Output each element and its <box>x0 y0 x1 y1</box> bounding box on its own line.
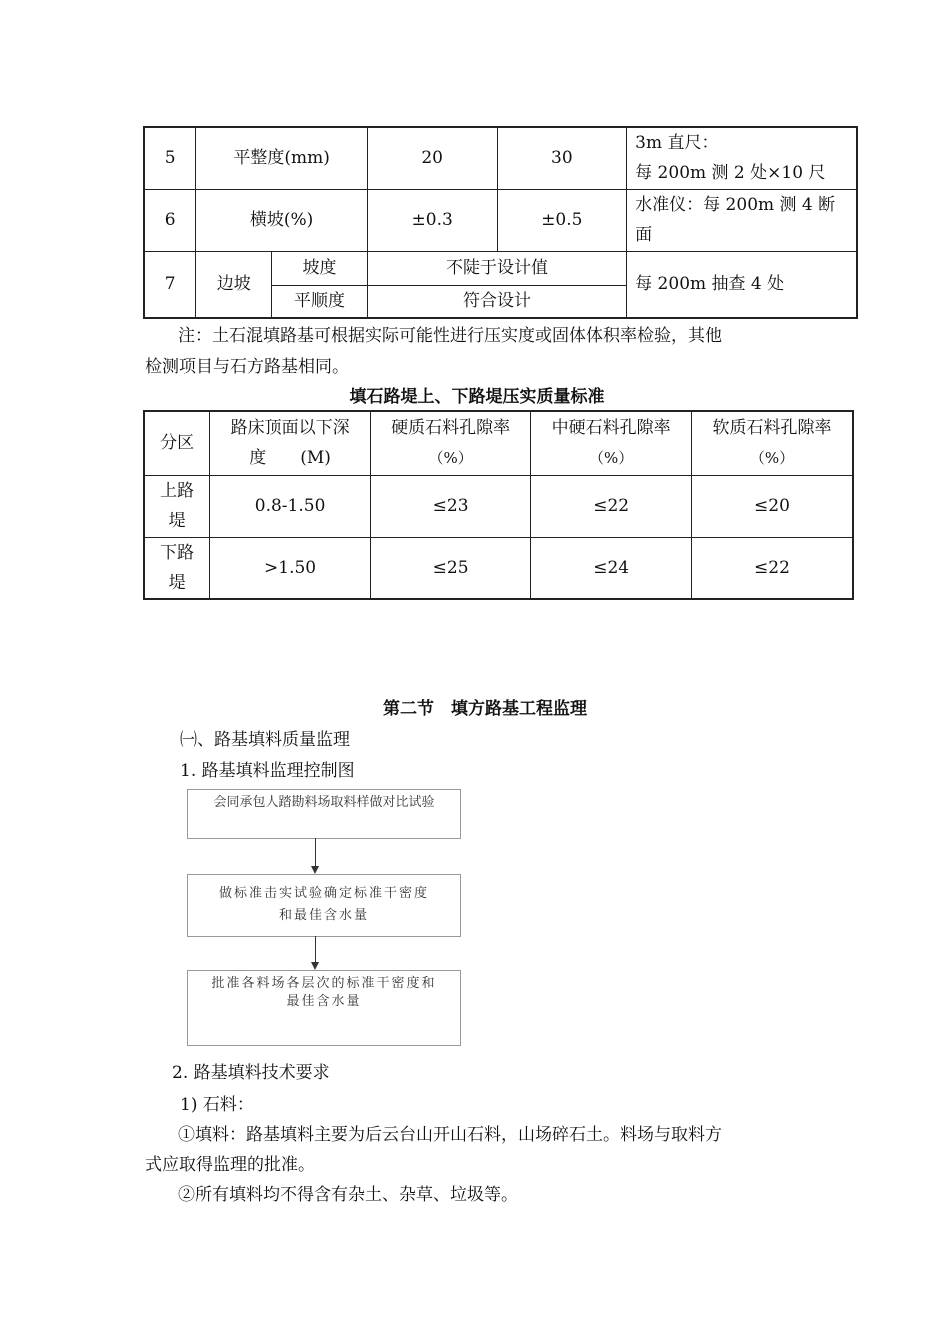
row-number: 5 <box>144 127 196 189</box>
flowchart-box-text: 会同承包人踏勘料场取料样做对比试验 <box>213 795 435 810</box>
zone-line: 堤 <box>168 572 186 593</box>
hard-cell: ≤25 <box>370 537 531 599</box>
table-row <box>144 189 857 251</box>
method-line: 面 <box>635 225 653 245</box>
item-heading: 2. 路基填料技术要求 <box>172 1063 330 1083</box>
soft-cell: ≤22 <box>691 537 853 599</box>
depth-cell: 0.8-1.50 <box>210 475 371 537</box>
mid-cell: ≤22 <box>531 475 692 537</box>
header-line: 硬质石料孔隙率 <box>391 418 511 439</box>
flowchart-box-2 <box>187 874 461 937</box>
depth-cell: >1.50 <box>210 537 371 599</box>
table-row <box>144 537 853 599</box>
check-method: 每 200m 抽查 4 处 <box>627 251 857 318</box>
paragraph-line: ①填料：路基填料主要为后云台山开山石料，山场碎石土。料场与取料方 <box>178 1125 722 1145</box>
subsection-item: 1. 路基填料监理控制图 <box>180 761 355 781</box>
header-line: 度 (M) <box>249 448 331 469</box>
check-item: 边坡 <box>196 251 272 318</box>
zone-line: 上路 <box>160 481 195 501</box>
header-line: 软质石料孔隙率 <box>712 418 832 439</box>
sub-item-value: 符合设计 <box>367 285 626 318</box>
zone-cell <box>144 537 210 599</box>
inspection-table <box>143 126 858 319</box>
value-1: 20 <box>367 127 497 189</box>
table-title: 填石路堤上、下路堤压实质量标准 <box>349 387 605 407</box>
table-row <box>144 127 857 189</box>
header-soft <box>691 411 853 475</box>
table-row <box>144 251 857 285</box>
note-line: 检测项目与石方路基相同。 <box>145 357 349 377</box>
check-item: 横坡(%) <box>196 189 368 251</box>
arrow-down-icon <box>311 866 319 874</box>
flowchart-box-1 <box>187 789 461 839</box>
flow-connector <box>315 838 316 866</box>
row-number: 6 <box>144 189 196 251</box>
flowchart-box-text: 做标准击实试验确定标准干密度 <box>218 886 429 901</box>
sub-item-value: 不陡于设计值 <box>367 251 626 285</box>
flowchart-box-3 <box>187 970 461 1046</box>
table-header-row <box>144 411 853 475</box>
table-row <box>144 475 853 537</box>
value-2: ±0.5 <box>497 189 627 251</box>
row-number: 7 <box>144 251 196 318</box>
note-line: 注：土石混填路基可根据实际可能性进行压实度或固体体积率检验，其他 <box>178 326 722 346</box>
soft-cell: ≤20 <box>691 475 853 537</box>
header-line: （%） <box>749 449 795 468</box>
item-subheading: 1) 石料： <box>180 1095 254 1115</box>
check-method <box>627 189 857 251</box>
subsection-heading: ㈠、路基填料质量监理 <box>180 730 350 750</box>
sub-item: 坡度 <box>272 251 368 285</box>
header-line: 中硬石料孔隙率 <box>551 418 671 439</box>
flowchart-box-text: 最佳含水量 <box>286 994 362 1009</box>
sub-item: 平顺度 <box>272 285 368 318</box>
header-line: （%） <box>589 449 634 468</box>
value-2: 30 <box>497 127 627 189</box>
method-line: 3m 直尺： <box>635 133 719 154</box>
method-line: 水准仪：每 200m 测 4 断 <box>635 195 836 215</box>
paragraph-line: 式应取得监理的批准。 <box>145 1155 315 1175</box>
check-method <box>627 127 857 189</box>
flowchart-box-text: 批准各料场各层次的标准干密度和 <box>211 976 437 991</box>
method-line: 每 200m 测 2 处×10 尺 <box>635 163 826 184</box>
check-item: 平整度(mm) <box>196 127 368 189</box>
header-line: （%） <box>428 449 473 468</box>
paragraph-line: ②所有填料均不得含有杂土、杂草、垃圾等。 <box>178 1185 518 1205</box>
flow-connector <box>315 936 316 962</box>
header-line: 路床顶面以下深 <box>230 418 350 439</box>
compaction-standard-table <box>143 410 854 600</box>
mid-cell: ≤24 <box>531 537 692 599</box>
zone-cell <box>144 475 210 537</box>
zone-line: 下路 <box>160 542 195 563</box>
zone-line: 堤 <box>168 511 186 531</box>
header-depth <box>210 411 371 475</box>
header-mid <box>531 411 692 475</box>
section-title: 第二节 填方路基工程监理 <box>383 699 587 719</box>
flowchart-box-text: 和最佳含水量 <box>278 908 369 923</box>
hard-cell: ≤23 <box>370 475 531 537</box>
value-1: ±0.3 <box>367 189 497 251</box>
arrow-down-icon <box>311 962 319 970</box>
header-zone: 分区 <box>144 411 210 475</box>
header-hard <box>370 411 531 475</box>
